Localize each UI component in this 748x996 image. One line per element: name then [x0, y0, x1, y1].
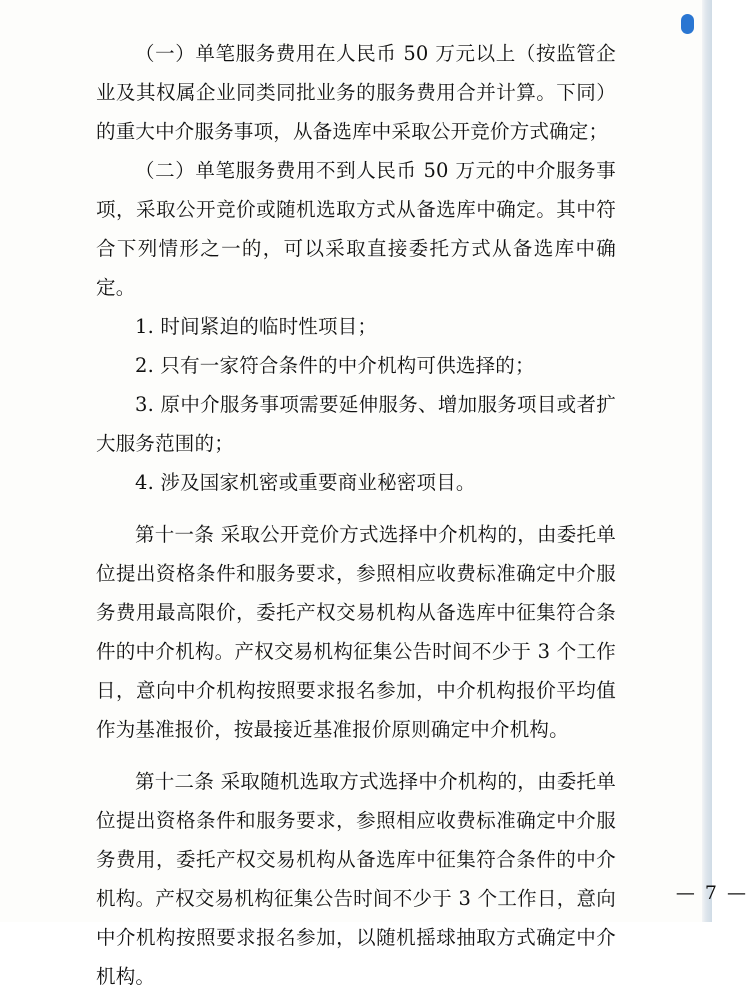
paragraph-spacer — [96, 502, 616, 515]
paragraph-article-twelve: 第十二条 采取随机选取方式选择中介机构的，由委托单位提出资格条件和服务要求，参照相应收费标准确定中介服务费用，委托产权交易机构从备选库中征集符合条件的中介机构。产权交易机构征集公告时间不少于 3 个工作日，意向中介机构按照要求报名参加，以随机摇球抽取方式确定中介机构。 — [96, 770, 616, 988]
list-item-1: 1. 时间紧迫的临时性项目； — [135, 315, 378, 338]
page-corner-marker-icon — [681, 14, 694, 34]
list-item-2: 2. 只有一家符合条件的中介机构可供选择的； — [135, 354, 535, 377]
paragraph-clause-one: （一）单笔服务费用在人民币 50 万元以上（按监管企业及其权属企业同类同批业务的服务费用合并计算。下同）的重大中介服务事项，从备选库中采取公开竞价方式确定； — [96, 42, 616, 143]
document-body — [96, 34, 748, 996]
paragraph-article-eleven: 第十一条 采取公开竞价方式选择中介机构的，由委托单位提出资格条件和服务要求，参照相应收费标准确定中介服务费用最高限价，委托产权交易机构从备选库中征集符合条件的中介机构。产权交易机构征集公告时间不少于 3 个工作日，意向中介机构按照要求报名参加，中介机构报价平均值作为基准报价，按最接近基准报价原则确定中介机构。 — [96, 523, 616, 741]
page-number: — 7 — — [675, 882, 748, 904]
paragraph-spacer-2 — [96, 749, 616, 762]
list-item-3: 3. 原中介服务事项需要延伸服务、增加服务项目或者扩大服务范围的； — [96, 393, 616, 455]
paragraph-clause-two: （二）单笔服务费用不到人民币 50 万元的中介服务事项，采取公开竞价或随机选取方式从备选库中确定。其中符合下列情形之一的，可以采取直接委托方式从备选库中确定。 — [96, 159, 616, 299]
list-item-4: 4. 涉及国家机密或重要商业秘密项目。 — [135, 471, 476, 494]
scan-edge-strip — [702, 0, 712, 922]
